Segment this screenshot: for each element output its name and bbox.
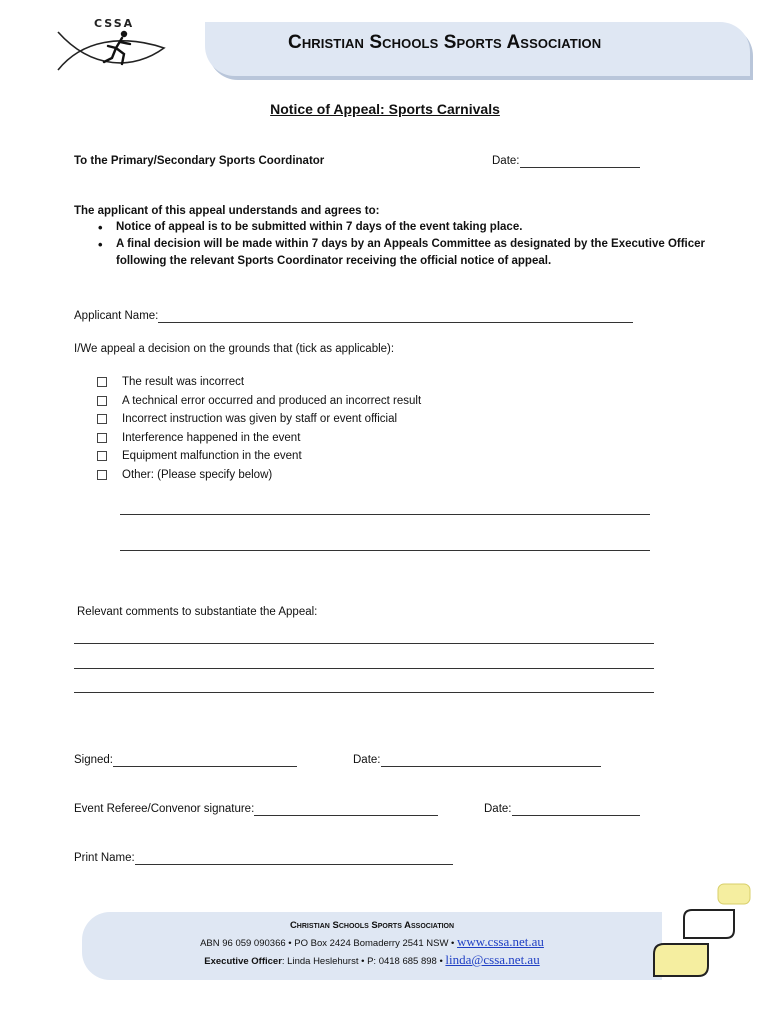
term-item: • Notice of appeal is to be submitted within 7 days of the event taking place. [88, 219, 714, 236]
applicant-name-field[interactable] [74, 310, 633, 323]
print-name-line[interactable] [135, 864, 453, 865]
signed-field[interactable] [74, 754, 297, 767]
logo-text: CSSA [94, 17, 135, 30]
applicant-label: Applicant Name: [74, 310, 159, 322]
checkbox[interactable] [97, 470, 107, 480]
footer-abn-line: ABN 96 059 090366 • PO Box 2424 Bomaderry 2541 NSW • www.cssa.net.au [200, 934, 544, 949]
comment-line[interactable] [74, 692, 654, 693]
referee-date-label: Date: [484, 803, 512, 815]
footer-text [82, 918, 662, 970]
date-label: Date: [492, 155, 520, 167]
email-link[interactable]: linda@cssa.net.au [445, 952, 540, 967]
addressee-line: To the Primary/Secondary Sports Coordinator [74, 155, 325, 167]
cssa-logo [52, 12, 174, 80]
grounds-checklist [97, 373, 421, 484]
website-link[interactable]: www.cssa.net.au [457, 934, 544, 949]
checkbox[interactable] [97, 414, 107, 424]
grounds-label: I/We appeal a decision on the grounds that (tick as applicable): [74, 343, 395, 355]
fish-runner-icon [121, 31, 127, 37]
list-item: Other: (Please specify below) [97, 466, 421, 485]
referee-line[interactable] [254, 815, 438, 816]
signed-date-label: Date: [353, 754, 381, 766]
date-line[interactable] [520, 167, 640, 168]
comment-line[interactable] [74, 668, 654, 669]
comments-label: Relevant comments to substantiate the Appeal: [77, 606, 318, 618]
document-title: Notice of Appeal: Sports Carnivals [270, 101, 500, 117]
signed-line[interactable] [113, 766, 297, 767]
comment-line[interactable] [74, 643, 654, 644]
referee-label: Event Referee/Convenor signature: [74, 803, 255, 815]
referee-date-line[interactable] [512, 815, 640, 816]
terms-intro: The applicant of this appeal understands and agrees to: [74, 205, 380, 217]
footer-org-name: Christian Schools Sports Association [289, 920, 455, 931]
terms-block [74, 205, 714, 270]
signed-label: Signed: [74, 754, 114, 766]
signed-date-line[interactable] [381, 766, 601, 767]
other-specify-line[interactable] [120, 550, 650, 551]
checkbox[interactable] [97, 377, 107, 387]
referee-signature-field[interactable] [74, 803, 438, 816]
list-item: Interference happened in the event [97, 429, 421, 448]
signed-date-field[interactable] [353, 754, 601, 767]
checkbox[interactable] [97, 451, 107, 461]
applicant-line[interactable] [158, 322, 633, 323]
list-item: A technical error occurred and produced an incorrect result [97, 392, 421, 411]
date-field-top[interactable] [492, 155, 640, 168]
checkbox[interactable] [97, 433, 107, 443]
list-item: The result was incorrect [97, 373, 421, 392]
print-name-label: Print Name: [74, 852, 135, 864]
checkbox[interactable] [97, 396, 107, 406]
header-title: Christian Schools Sports Association [288, 32, 602, 53]
list-item: Equipment malfunction in the event [97, 447, 421, 466]
other-specify-line[interactable] [120, 514, 650, 515]
list-item: Incorrect instruction was given by staff or event official [97, 410, 421, 429]
print-name-field[interactable] [74, 852, 453, 865]
footer-officer-line: Executive Officer: Linda Heslehurst • P: 0418 685 898 • linda@cssa.net.au [204, 952, 540, 967]
referee-date-field[interactable] [484, 803, 640, 816]
term-item: • A final decision will be made within 7 days by an Appeals Committee as designated by the Executive Officer following the relevant Sports Coordinator receiving the official notice of appeal. [88, 236, 714, 270]
decorative-shapes [648, 880, 756, 984]
